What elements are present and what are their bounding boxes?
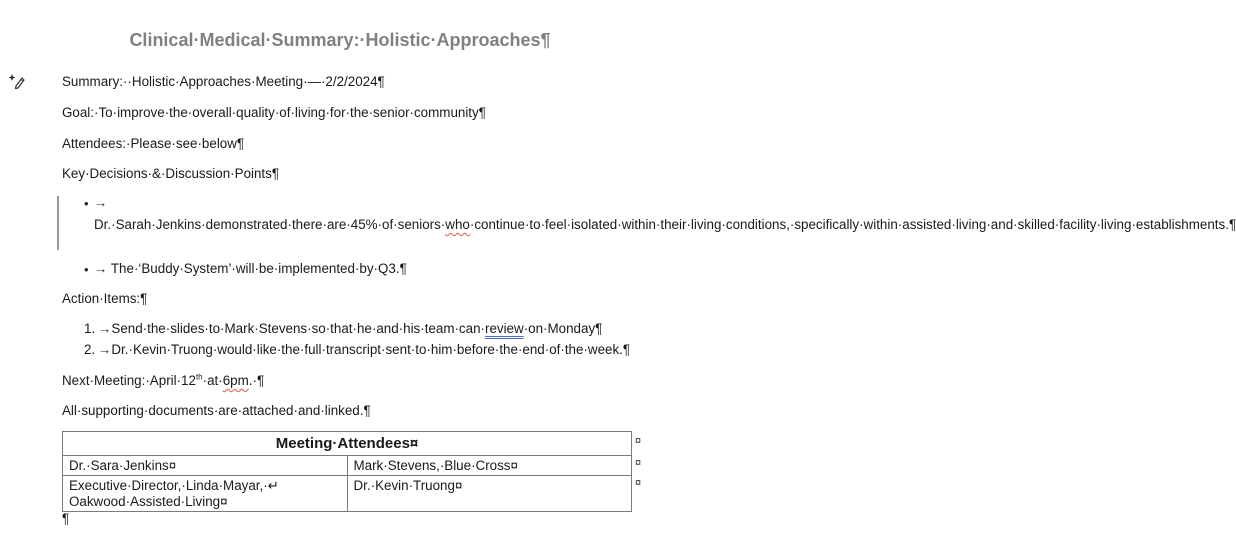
table-row (63, 476, 632, 512)
table-row (63, 456, 632, 476)
document-title: Clinical·Medical·Summary:·Holistic·Approaches¶ (129, 30, 551, 50)
table-header-row (63, 432, 632, 456)
row-end-mark: ¤ (635, 457, 642, 469)
spelling-flag[interactable]: who (445, 217, 470, 232)
bullet-marker: • (84, 196, 89, 211)
row-end-mark: ¤ (635, 477, 642, 489)
spelling-flag[interactable]: 6pm (222, 373, 249, 388)
list-number: 2. (84, 342, 96, 357)
action-item-transcript: →Dr.·Kevin·Truong·would·like·the·full·transcript·sent·to·him·before·the·end·of·the·week.¶ (98, 342, 631, 357)
list-number: 1. (84, 321, 96, 336)
action-items-heading: Action·Items:¶ (62, 291, 148, 306)
goal-line: Goal:·To·improve·the·overall·quality·of·living·for·the·senior·community¶ (62, 105, 486, 120)
table-cell[interactable]: Dr.·Sara·Jenkins¤ (63, 456, 348, 476)
bullet-item-isolation: → Dr.·Sarah·Jenkins·demonstrated·there·are·45%·of·seniors·who·continue·to·feel·isolated·within·their·living·conditions,·specifically·within·assisted·living·and·skilled·facility·living·establishments.¶ (94, 195, 1236, 232)
attendees-line: Attendees:·Please·see·below¶ (62, 136, 245, 151)
change-bar (57, 196, 59, 250)
key-decisions-heading: Key·Decisions·&·Discussion·Points¶ (62, 166, 280, 181)
sparkle-pen-icon[interactable] (8, 72, 26, 90)
bullet-item-buddy-system: → The·‘Buddy·System’·will·be·implemented·by·Q3.¶ (94, 261, 407, 276)
supporting-docs-line: All·supporting·documents·are·attached·and·linked.¶ (62, 403, 371, 418)
attendees-table (62, 431, 632, 512)
summary-line: Summary:··Holistic·Approaches·Meeting·—·2/2/2024¶ (62, 74, 385, 89)
table-cell[interactable]: Dr.·Kevin·Truong¤ (347, 476, 632, 512)
table-cell[interactable]: Mark·Stevens,·Blue·Cross¤ (347, 456, 632, 476)
paragraph-mark: ¶ (62, 511, 70, 526)
row-end-mark: ¤ (635, 435, 642, 447)
grammar-flag[interactable]: review (484, 321, 524, 336)
table-cell[interactable]: Executive·Director,·Linda·Mayar,·↵ Oakwood·Assisted·Living¤ (63, 476, 348, 512)
table-header[interactable]: Meeting·Attendees¤ (63, 432, 632, 456)
next-meeting-line: Next·Meeting:·April·12th·at·6pm.·¶ (62, 372, 265, 388)
bullet-marker: • (84, 262, 89, 277)
action-item-slides: →Send·the·slides·to·Mark·Stevens·so·that·he·and·his·team·can·review·on·Monday¶ (98, 321, 603, 336)
